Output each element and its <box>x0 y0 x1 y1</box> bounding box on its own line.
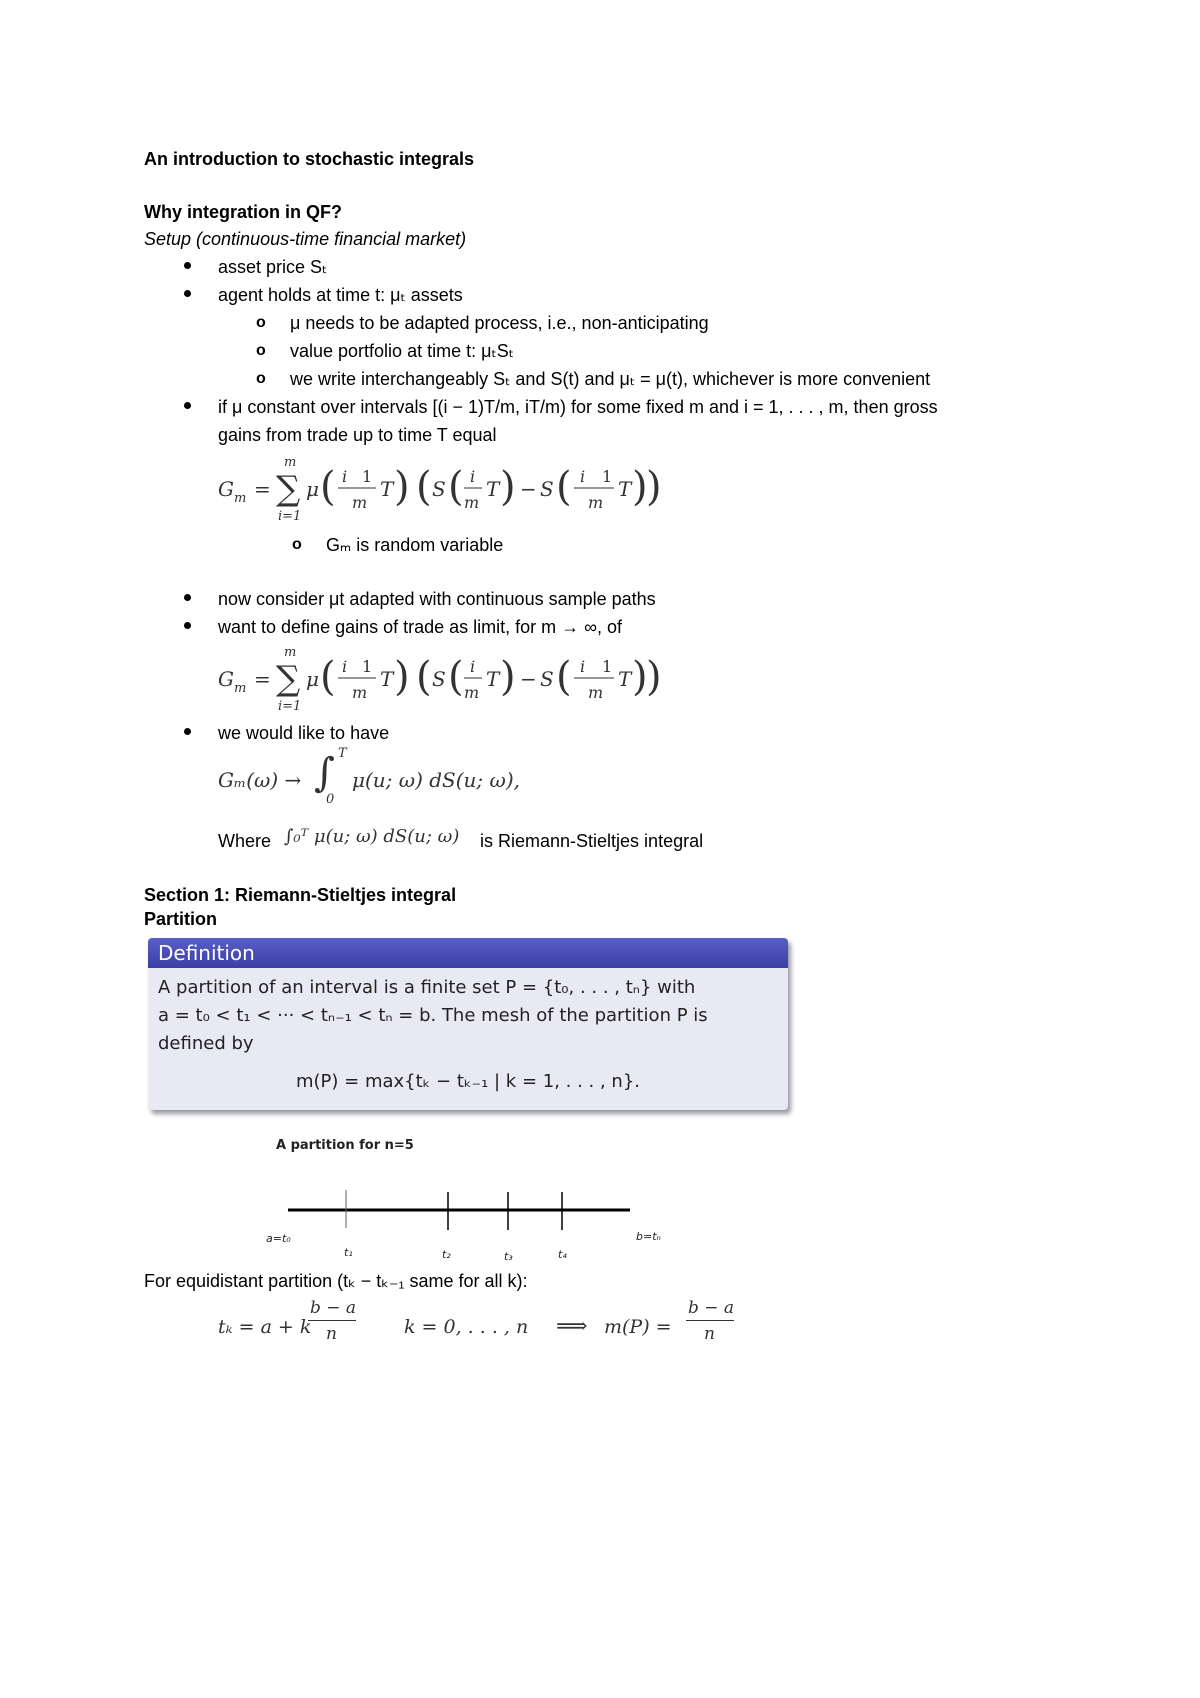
bullet-would-like: we would like to have <box>218 723 390 743</box>
fraction-numerator: b − a <box>310 1298 357 1318</box>
tk-expression: tₖ = a + k <box>218 1316 312 1338</box>
svg-text:): ) <box>500 464 516 510</box>
partition-tick-label: t₃ <box>504 1250 513 1263</box>
svg-text:T: T <box>486 477 500 501</box>
svg-text:1: 1 <box>602 467 613 486</box>
heading-why-integration: Why integration in QF? <box>144 202 342 222</box>
bullet-dot <box>184 402 191 409</box>
svg-text:1: 1 <box>602 657 613 676</box>
sub-bullet-marker: o <box>256 370 266 387</box>
partition-tick-label: t₁ <box>344 1246 353 1259</box>
sub-bullet-marker: o <box>256 314 266 331</box>
sub-bullet-marker: o <box>292 536 302 553</box>
svg-text:i: i <box>470 467 476 486</box>
k-range: k = 0, . . . , n <box>404 1316 529 1338</box>
svg-text:): ) <box>394 464 410 510</box>
svg-text:(: ( <box>448 464 464 510</box>
equidistant-formula <box>218 1298 758 1356</box>
svg-text:S: S <box>540 477 554 501</box>
svg-text:i: i <box>342 657 348 676</box>
bullet-agent-holds: agent holds at time t: μₜ assets <box>218 285 463 305</box>
limit-rhs: μ(u; ω) dS(u; ω), <box>352 768 520 792</box>
svg-text:m: m <box>588 493 604 512</box>
svg-text:m: m <box>352 493 368 512</box>
integral-upper: T <box>338 746 347 761</box>
svg-text:m: m <box>464 493 480 512</box>
implies-arrow: ⟹ <box>556 1314 588 1339</box>
partition-right-label: b=tₙ <box>636 1230 661 1243</box>
sub-bullet-adapted: μ needs to be adapted process, i.e., non-anticipating <box>290 313 709 333</box>
bullet-dot <box>184 622 191 629</box>
where-suffix: is Riemann-Stieltjes integral <box>480 831 704 851</box>
svg-text:1: 1 <box>362 467 373 486</box>
figure-caption: A partition for n=5 <box>276 1138 414 1153</box>
svg-text:∑: ∑ <box>276 469 301 509</box>
svg-text:T: T <box>618 477 632 501</box>
svg-text:m: m <box>284 455 297 470</box>
integral-lower: 0 <box>326 792 335 807</box>
definition-header: Definition <box>148 938 788 968</box>
svg-text:m: m <box>464 683 480 702</box>
svg-text:(: ( <box>416 464 432 510</box>
svg-text:−: − <box>520 477 537 501</box>
sub-bullet-marker: o <box>256 342 266 359</box>
fraction-numerator-2: b − a <box>688 1298 735 1318</box>
svg-text:i=1: i=1 <box>278 509 302 524</box>
svg-text:μ: μ <box>306 667 319 691</box>
svg-text:m: m <box>352 683 368 702</box>
svg-text:S: S <box>540 667 554 691</box>
svg-text:(: ( <box>416 654 432 700</box>
bullet-dot <box>184 262 191 269</box>
definition-formula: m(P) = max{tₖ − tₖ₋₁ | k = 1, . . . , n}. <box>295 1071 641 1092</box>
section-heading: Section 1: Riemann-Stieltjes integral <box>144 885 457 905</box>
svg-text:T: T <box>380 477 394 501</box>
svg-text:): ) <box>632 464 648 510</box>
svg-text:m: m <box>234 681 247 696</box>
svg-text:1: 1 <box>362 657 373 676</box>
definition-line-2: a = t₀ < t₁ < ··· < tₙ₋₁ < tₙ = b. The mesh of the partition P is <box>158 1005 708 1026</box>
svg-text:(: ( <box>320 464 336 510</box>
bullet-mu-constant-2: gains from trade up to time T equal <box>218 425 497 445</box>
bullet-define-limit: want to define gains of trade as limit, for m → ∞, of <box>218 617 623 637</box>
svg-text:i: i <box>342 467 348 486</box>
svg-text:(: ( <box>556 464 572 510</box>
svg-text:μ: μ <box>306 477 319 501</box>
svg-text:): ) <box>646 654 662 700</box>
svg-text:(: ( <box>556 654 572 700</box>
bullet-asset-price: asset price Sₜ <box>218 257 328 277</box>
gains-sum-formula-1 <box>214 452 714 524</box>
svg-text:i: i <box>580 467 586 486</box>
partition-tick-label: t₄ <box>558 1248 567 1261</box>
gains-sum-formula-2 <box>214 642 714 714</box>
setup-line: Setup (continuous-time financial market) <box>144 229 467 249</box>
mesh-expression: m(P) = <box>604 1316 672 1338</box>
fraction-denominator: n <box>326 1324 337 1344</box>
bullet-dot <box>184 594 191 601</box>
svg-text:G: G <box>218 667 234 691</box>
partition-tick-label: t₂ <box>442 1248 451 1261</box>
svg-text:m: m <box>588 683 604 702</box>
sub-bullet-value-portfolio: value portfolio at time t: μₜSₜ <box>290 341 515 361</box>
svg-text:=: = <box>254 477 271 501</box>
bullet-dot <box>184 290 191 297</box>
svg-text:∑: ∑ <box>276 659 301 699</box>
definition-body <box>148 968 788 1102</box>
definition-box <box>148 938 788 1110</box>
fraction-bar-2 <box>686 1320 734 1321</box>
fraction-denominator-2: n <box>704 1324 715 1344</box>
where-prefix: Where <box>218 831 272 851</box>
svg-text:i=1: i=1 <box>278 699 302 714</box>
svg-text:S: S <box>432 667 446 691</box>
svg-text:(: ( <box>320 654 336 700</box>
svg-text:−: − <box>520 667 537 691</box>
bullet-continuous-paths: now consider μt adapted with continuous sample paths <box>218 589 656 609</box>
definition-line-3: defined by <box>158 1033 254 1054</box>
integral-sign: ∫ <box>314 750 335 796</box>
definition-line-1: A partition of an interval is a finite set P = {t₀, . . . , tₙ} with <box>158 977 696 998</box>
where-integral: ∫₀ᵀ μ(u; ω) dS(u; ω) <box>284 826 460 847</box>
bullet-dot <box>184 728 191 735</box>
svg-text:(: ( <box>448 654 464 700</box>
svg-text:): ) <box>394 654 410 700</box>
partition-figure <box>264 1180 684 1260</box>
svg-text:m: m <box>234 491 247 506</box>
page-title: An introduction to stochastic integrals <box>144 149 475 169</box>
partition-heading: Partition <box>144 909 218 929</box>
sub-bullet-notation: we write interchangeably Sₜ and S(t) and μₜ = μ(t), whichever is more convenient <box>290 369 931 389</box>
svg-text:): ) <box>500 654 516 700</box>
svg-text:): ) <box>632 654 648 700</box>
svg-text:G: G <box>218 477 234 501</box>
equidistant-line: For equidistant partition (tₖ − tₖ₋₁ same for all k): <box>144 1271 528 1291</box>
svg-text:T: T <box>380 667 394 691</box>
svg-text:T: T <box>618 667 632 691</box>
svg-text:T: T <box>486 667 500 691</box>
limit-lhs: Gₘ(ω) → <box>218 768 302 792</box>
sub-bullet-random-variable: Gₘ is random variable <box>326 535 504 555</box>
svg-text:i: i <box>470 657 476 676</box>
svg-text:m: m <box>284 645 297 660</box>
svg-text:): ) <box>646 464 662 510</box>
partition-left-label: a=t₀ <box>266 1232 291 1245</box>
svg-text:=: = <box>254 667 271 691</box>
svg-text:i: i <box>580 657 586 676</box>
bullet-mu-constant-1: if μ constant over intervals [(i − 1)T/m, iT/m) for some fixed m and i = 1, . . . , m, then gross <box>218 397 938 417</box>
svg-text:S: S <box>432 477 446 501</box>
fraction-bar <box>308 1320 356 1321</box>
